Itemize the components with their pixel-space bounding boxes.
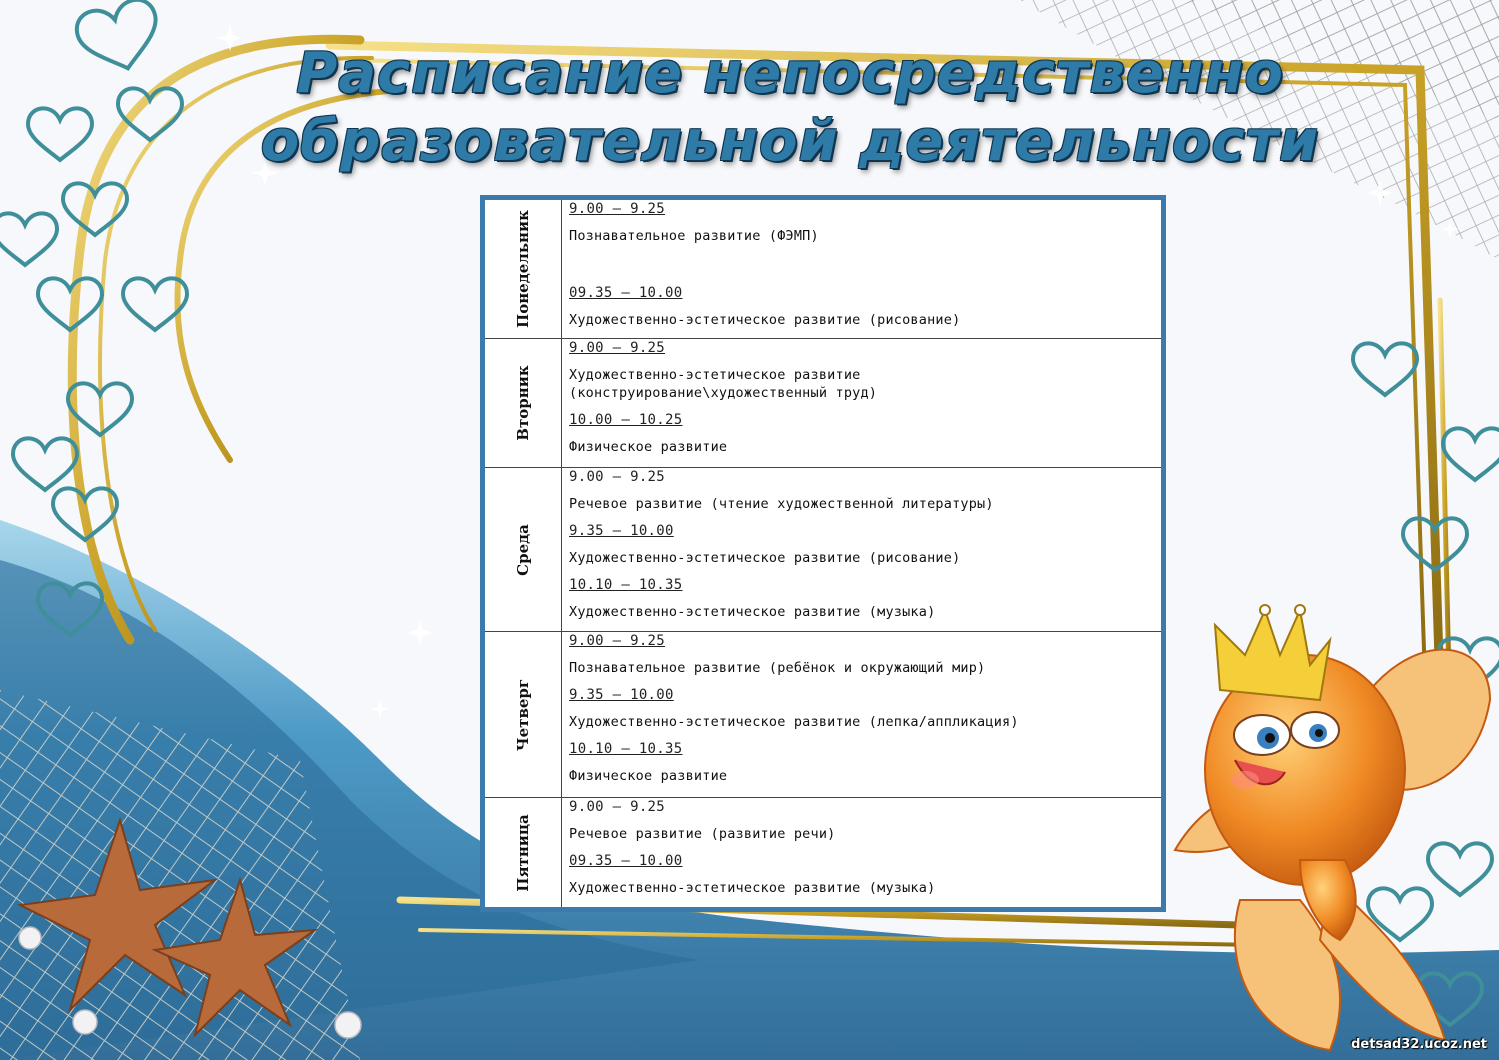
day-label-wednesday: Среда bbox=[514, 523, 532, 576]
time-slot: 9.00 – 9.25 bbox=[569, 799, 666, 815]
day-cell bbox=[485, 339, 562, 468]
activity: Физическое развитие bbox=[569, 768, 728, 784]
entries-cell bbox=[562, 339, 1162, 468]
day-cell bbox=[485, 632, 562, 798]
activity: Художественно-эстетическое развитие (конструирование\художественный труд) bbox=[569, 367, 878, 401]
page-title-line-2: образовательной деятельности bbox=[260, 109, 1320, 174]
page-title-line-1: Расписание непосредственно bbox=[296, 41, 1284, 106]
entries-cell bbox=[562, 200, 1162, 339]
table-row bbox=[485, 200, 1161, 339]
time-slot: 9.00 – 9.25 bbox=[569, 469, 666, 485]
time-slot: 9.00 – 9.25 bbox=[569, 201, 666, 217]
day-cell bbox=[485, 200, 562, 339]
day-label-friday: Пятница bbox=[514, 814, 532, 892]
time-slot: 09.35 – 10.00 bbox=[569, 285, 683, 301]
activity: Физическое развитие bbox=[569, 439, 728, 455]
time-slot: 9.35 – 10.00 bbox=[569, 523, 674, 539]
page-title bbox=[250, 40, 1330, 176]
time-slot: 10.10 – 10.35 bbox=[569, 741, 683, 757]
watermark: detsad32.ucoz.net bbox=[1351, 1037, 1487, 1052]
entries-cell bbox=[562, 632, 1162, 798]
activity: Художественно-эстетическое развитие (рисование) bbox=[569, 550, 961, 566]
time-slot: 09.35 – 10.00 bbox=[569, 853, 683, 869]
table-row bbox=[485, 468, 1161, 632]
day-cell bbox=[485, 798, 562, 909]
day-label-tuesday: Вторник bbox=[514, 365, 532, 441]
activity: Познавательное развитие (ребёнок и окружающий мир) bbox=[569, 660, 986, 676]
table-row bbox=[485, 798, 1161, 909]
entries-cell bbox=[562, 798, 1162, 909]
day-label-monday: Понедельник bbox=[514, 210, 532, 328]
time-slot: 9.35 – 10.00 bbox=[569, 687, 674, 703]
day-label-thursday: Четверг bbox=[514, 678, 532, 751]
activity: Художественно-эстетическое развитие (лепка/аппликация) bbox=[569, 714, 1019, 730]
activity: Художественно-эстетическое развитие (рисование) bbox=[569, 312, 961, 328]
crown-icon bbox=[1215, 605, 1330, 700]
time-slot: 10.10 – 10.35 bbox=[569, 577, 683, 593]
time-slot: 9.00 – 9.25 bbox=[569, 633, 666, 649]
day-cell bbox=[485, 468, 562, 632]
activity: Речевое развитие (развитие речи) bbox=[569, 826, 836, 842]
time-slot: 9.00 – 9.25 bbox=[569, 340, 666, 356]
activity: Художественно-эстетическое развитие (музыка) bbox=[569, 604, 936, 620]
activity: Речевое развитие (чтение художественной литературы) bbox=[569, 496, 994, 512]
entries-cell bbox=[562, 468, 1162, 632]
time-slot: 10.00 – 10.25 bbox=[569, 412, 683, 428]
schedule-table bbox=[485, 200, 1161, 909]
table-row bbox=[485, 632, 1161, 798]
activity: Художественно-эстетическое развитие (музыка) bbox=[569, 880, 936, 896]
table-row bbox=[485, 339, 1161, 468]
activity: Познавательное развитие (ФЭМП) bbox=[569, 228, 819, 244]
schedule-panel bbox=[480, 195, 1166, 912]
